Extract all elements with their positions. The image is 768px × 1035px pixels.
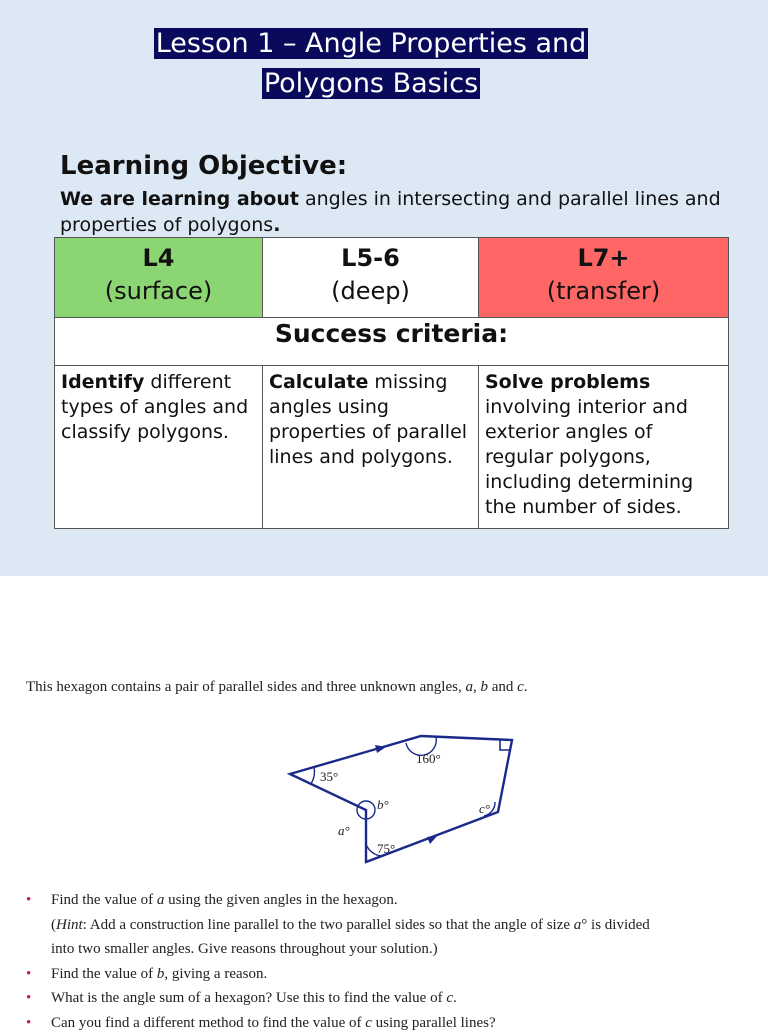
level-code: L7+ xyxy=(480,242,727,275)
question-text: Find the value of xyxy=(51,966,157,982)
lesson-title-line-2: Polygons Basics xyxy=(262,68,480,99)
hint-label: Hint xyxy=(56,917,83,933)
level-code: L5-6 xyxy=(264,242,477,275)
criteria-l7 xyxy=(479,366,729,529)
intro-end: . xyxy=(524,679,528,695)
success-criteria-heading: Success criteria: xyxy=(55,318,729,366)
task-intro xyxy=(26,679,746,696)
var-c: c xyxy=(517,679,524,695)
right-angle-marker xyxy=(500,740,510,751)
hint-text-2: into two smaller angles. Give reasons throughout your solution.) xyxy=(51,941,438,957)
bullet-icon: • xyxy=(26,1011,31,1035)
criteria-text: involving interior and exterior angles of regular polygons, including determining the number of sides. xyxy=(485,396,693,518)
hint-var: a xyxy=(574,917,582,933)
question-item xyxy=(24,962,764,987)
label-35: 35° xyxy=(320,769,338,784)
var-a: a xyxy=(465,679,473,695)
hint-text: : Add a construction line parallel to the two parallel sides so that the angle of size xyxy=(83,917,574,933)
question-item xyxy=(24,888,764,962)
hint-text-end: ° is divided xyxy=(581,917,650,933)
level-code: L4 xyxy=(56,242,261,275)
question-var: b xyxy=(157,966,165,982)
question-text: What is the angle sum of a hexagon? Use this to find the value of xyxy=(51,990,446,1006)
question-item xyxy=(24,986,764,1011)
criteria-row xyxy=(55,366,729,529)
criteria-l4 xyxy=(55,366,263,529)
bullet-icon: • xyxy=(26,888,31,913)
question-var: c xyxy=(365,1015,372,1031)
intro-sep: and xyxy=(488,679,517,695)
label-75: 75° xyxy=(377,841,395,856)
parallel-arrow-bottom xyxy=(427,835,438,844)
question-var: a xyxy=(157,892,165,908)
question-text: , giving a reason. xyxy=(164,966,267,982)
criteria-l5-6 xyxy=(263,366,479,529)
success-heading-row xyxy=(55,318,729,366)
hexagon-diagram xyxy=(280,716,530,866)
learning-objective-text xyxy=(60,186,730,238)
angle-arc-35 xyxy=(311,767,314,784)
slide-hexagon-task xyxy=(0,576,768,1024)
objective-period: . xyxy=(273,214,280,236)
label-a: a° xyxy=(338,823,350,838)
bullet-icon: • xyxy=(26,962,31,987)
level-l4-cell xyxy=(55,238,263,318)
question-text: using the given angles in the hexagon. xyxy=(164,892,397,908)
level-l5-6-cell xyxy=(263,238,479,318)
bullet-icon: • xyxy=(26,986,31,1011)
lesson-title xyxy=(0,24,742,104)
label-c: c° xyxy=(479,801,490,816)
objective-body: angles in intersecting and parallel lines and properties of polygons xyxy=(60,188,721,236)
objective-bold: We are learning about xyxy=(60,188,299,210)
criteria-verb: Identify xyxy=(61,371,144,393)
level-label: (deep) xyxy=(264,275,477,308)
question-item xyxy=(24,1011,764,1035)
question-text: Find the value of xyxy=(51,892,157,908)
question-text: using parallel lines? xyxy=(372,1015,496,1031)
question-text: Can you find a different method to find the value of xyxy=(51,1015,365,1031)
success-criteria-table xyxy=(54,237,729,529)
learning-objective-heading: Learning Objective: xyxy=(60,151,347,181)
criteria-verb: Solve problems xyxy=(485,371,650,393)
question-text: . xyxy=(453,990,457,1006)
criteria-verb: Calculate xyxy=(269,371,368,393)
lesson-title-line-1: Lesson 1 – Angle Properties and xyxy=(154,28,589,59)
hint-paren: ( xyxy=(51,917,56,933)
label-b: b° xyxy=(377,797,389,812)
question-var: c xyxy=(446,990,453,1006)
levels-row xyxy=(55,238,729,318)
var-b: b xyxy=(480,679,488,695)
label-160: 160° xyxy=(416,751,441,766)
level-l7-cell xyxy=(479,238,729,318)
hexagon-outline xyxy=(290,736,512,862)
level-label: (transfer) xyxy=(480,275,727,308)
criteria-text: different types of angles and classify polygons. xyxy=(61,371,248,443)
level-label: (surface) xyxy=(56,275,261,308)
intro-sep: , xyxy=(473,679,481,695)
question-list xyxy=(24,888,764,1035)
criteria-text: missing angles using properties of parallel lines and polygons. xyxy=(269,371,467,468)
intro-text: This hexagon contains a pair of parallel sides and three unknown angles, xyxy=(26,679,465,695)
